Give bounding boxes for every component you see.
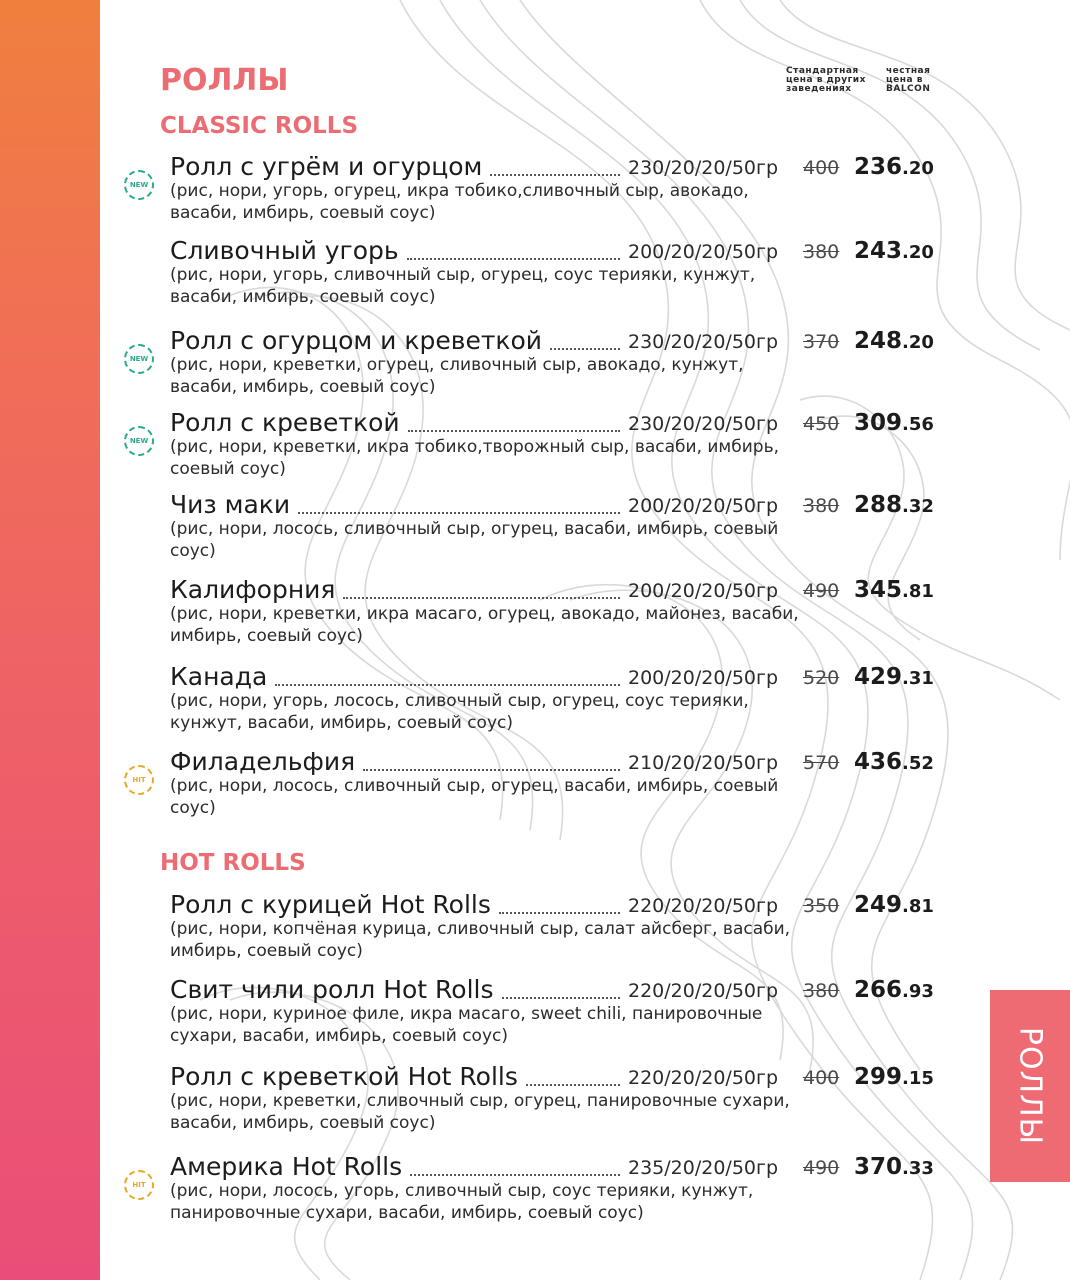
item-description: (рис, нори, лосось, сливочный сыр, огурец, васаби, имбирь, соевый соус) (170, 519, 779, 561)
menu-item (0, 575, 990, 663)
dot-leader (407, 252, 620, 260)
item-weight: 220/20/20/50гр (628, 1067, 779, 1089)
new-badge-icon: NEW (124, 344, 154, 374)
balcon-price (854, 890, 934, 922)
price-decimal: .93 (902, 981, 934, 1002)
price-integer: 436 (854, 749, 903, 775)
item-weight: 235/20/20/50гр (628, 1157, 779, 1179)
section-title-classic: CLASSIC ROLLS (160, 113, 359, 139)
item-description: (рис, нори, креветки, икра масаго, огурец, авокадо, майонез, васаби, имбирь, соевый соус) (170, 604, 799, 646)
dot-leader (490, 168, 620, 176)
price-decimal: .56 (902, 414, 934, 435)
price-integer: 309 (854, 410, 903, 436)
menu-item (0, 152, 990, 240)
section-title-hot: HOT ROLLS (160, 850, 306, 876)
dot-leader (343, 591, 620, 599)
standard-price: 570 (803, 752, 840, 774)
price-integer: 236 (854, 154, 903, 180)
item-name: Филадельфия (170, 747, 356, 776)
item-name: Ролл с креветкой Hot Rolls (170, 1062, 518, 1091)
balcon-price (854, 326, 934, 358)
hit-badge-icon: HIT (124, 765, 154, 795)
standard-price: 520 (803, 667, 840, 689)
menu-item (0, 1062, 990, 1150)
price-decimal: .52 (902, 753, 934, 774)
price-integer: 288 (854, 492, 903, 518)
item-weight: 230/20/20/50гр (628, 157, 779, 179)
price-integer: 266 (854, 977, 903, 1003)
item-description: (рис, нори, угорь, лосось, сливочный сыр, огурец, соус терияки, кунжут, васаби, имбирь, соевый соус) (170, 691, 749, 733)
item-weight: 220/20/20/50гр (628, 980, 779, 1002)
menu-item (0, 1152, 990, 1240)
balcon-price (854, 975, 934, 1007)
price-decimal: .33 (902, 1158, 934, 1179)
dot-leader (363, 763, 620, 771)
standard-price: 490 (803, 580, 840, 602)
price-integer: 243 (854, 238, 903, 264)
page-title: РОЛЛЫ (160, 63, 289, 98)
item-description: (рис, нори, угорь, сливочный сыр, огурец, соус терияки, кунжут, васаби, имбирь, соевый соус) (170, 265, 756, 307)
standard-price: 370 (803, 331, 840, 353)
item-description: (рис, нори, копчёная курица, сливочный сыр, салат айсберг, васаби, имбирь, соевый соус) (170, 919, 791, 961)
price-integer: 370 (854, 1154, 903, 1180)
item-name: Ролл с угрём и огурцом (170, 152, 483, 181)
side-tab[interactable] (990, 990, 1070, 1182)
item-weight: 200/20/20/50гр (628, 580, 779, 602)
item-description: (рис, нори, куриное филе, икра масаго, sweet chili, панировочные сухари, васаби, имбирь, соевый соус) (170, 1004, 763, 1046)
balcon-price (854, 747, 934, 779)
item-description: (рис, нори, лосось, сливочный сыр, огурец, васаби, имбирь, соевый соус) (170, 776, 779, 818)
item-description: (рис, нори, креветки, огурец, сливочный сыр, авокадо, кунжут, васаби, имбирь, соевый соус) (170, 355, 744, 397)
menu-item (0, 747, 990, 835)
price-decimal: .81 (902, 896, 934, 917)
price-decimal: .81 (902, 581, 934, 602)
balcon-price (854, 1152, 934, 1184)
price-decimal: .20 (902, 158, 934, 179)
standard-price: 400 (803, 157, 840, 179)
item-weight: 200/20/20/50гр (628, 667, 779, 689)
standard-price: 490 (803, 1157, 840, 1179)
item-weight: 200/20/20/50гр (628, 495, 779, 517)
new-badge-icon: NEW (124, 426, 154, 456)
price-integer: 299 (854, 1064, 903, 1090)
side-tab-label: РОЛЛЫ (1012, 1026, 1048, 1146)
price-decimal: .31 (902, 668, 934, 689)
dot-leader (275, 678, 620, 686)
menu-item (0, 890, 990, 978)
dot-leader (298, 506, 620, 514)
dot-leader (550, 342, 620, 350)
item-weight: 220/20/20/50гр (628, 895, 779, 917)
price-decimal: .20 (902, 242, 934, 263)
item-description: (рис, нори, креветки, икра тобико,творожный сыр, васаби, имбирь, соевый соус) (170, 437, 779, 479)
price-decimal: .15 (902, 1068, 934, 1089)
item-name: Ролл с курицей Hot Rolls (170, 890, 491, 919)
standard-price: 380 (803, 241, 840, 263)
menu-item (0, 236, 990, 324)
menu-item (0, 975, 990, 1063)
dot-leader (408, 424, 620, 432)
balcon-price (854, 152, 934, 184)
item-name: Америка Hot Rolls (170, 1152, 403, 1181)
dot-leader (502, 991, 620, 999)
item-name: Чиз маки (170, 490, 291, 519)
price-integer: 345 (854, 577, 903, 603)
item-name: Калифорния (170, 575, 336, 604)
item-weight: 230/20/20/50гр (628, 331, 779, 353)
menu-item (0, 662, 990, 750)
item-description: (рис, нори, лосось, угорь, сливочный сыр, соус терияки, кунжут, панировочные сухари, васаби, имбирь, соевый соус) (170, 1181, 754, 1223)
item-name: Свит чили ролл Hot Rolls (170, 975, 494, 1004)
menu-item (0, 326, 990, 414)
item-name: Канада (170, 662, 268, 691)
new-badge-icon: NEW (124, 170, 154, 200)
standard-price: 400 (803, 1067, 840, 1089)
balcon-price (854, 662, 934, 694)
dot-leader (499, 906, 620, 914)
price-decimal: .32 (902, 496, 934, 517)
standard-price: 450 (803, 413, 840, 435)
menu-item (0, 408, 990, 496)
standard-price: 380 (803, 980, 840, 1002)
item-description: (рис, нори, угорь, огурец, икра тобико,сливочный сыр, авокадо, васаби, имбирь, соевый соус) (170, 181, 749, 223)
price-integer: 249 (854, 892, 903, 918)
item-description: (рис, нори, креветки, сливочный сыр, огурец, панировочные сухари, васаби, имбирь, соевый соус) (170, 1091, 790, 1133)
price-decimal: .20 (902, 332, 934, 353)
price-integer: 248 (854, 328, 903, 354)
balcon-price (854, 236, 934, 268)
item-weight: 210/20/20/50гр (628, 752, 779, 774)
balcon-price (854, 490, 934, 522)
item-name: Ролл с огурцом и креветкой (170, 326, 543, 355)
price-integer: 429 (854, 664, 903, 690)
dot-leader (526, 1078, 620, 1086)
balcon-price (854, 575, 934, 607)
item-name: Ролл с креветкой (170, 408, 400, 437)
hit-badge-icon: HIT (124, 1170, 154, 1200)
standard-price: 380 (803, 495, 840, 517)
balcon-price-note: честная цена в BALCON (886, 66, 931, 94)
menu-item (0, 490, 990, 578)
item-name: Сливочный угорь (170, 236, 399, 265)
standard-price-note: Стандартная цена в других заведениях (786, 66, 866, 94)
item-weight: 230/20/20/50гр (628, 413, 779, 435)
balcon-price (854, 1062, 934, 1094)
dot-leader (410, 1168, 620, 1176)
balcon-price (854, 408, 934, 440)
standard-price: 350 (803, 895, 840, 917)
item-weight: 200/20/20/50гр (628, 241, 779, 263)
